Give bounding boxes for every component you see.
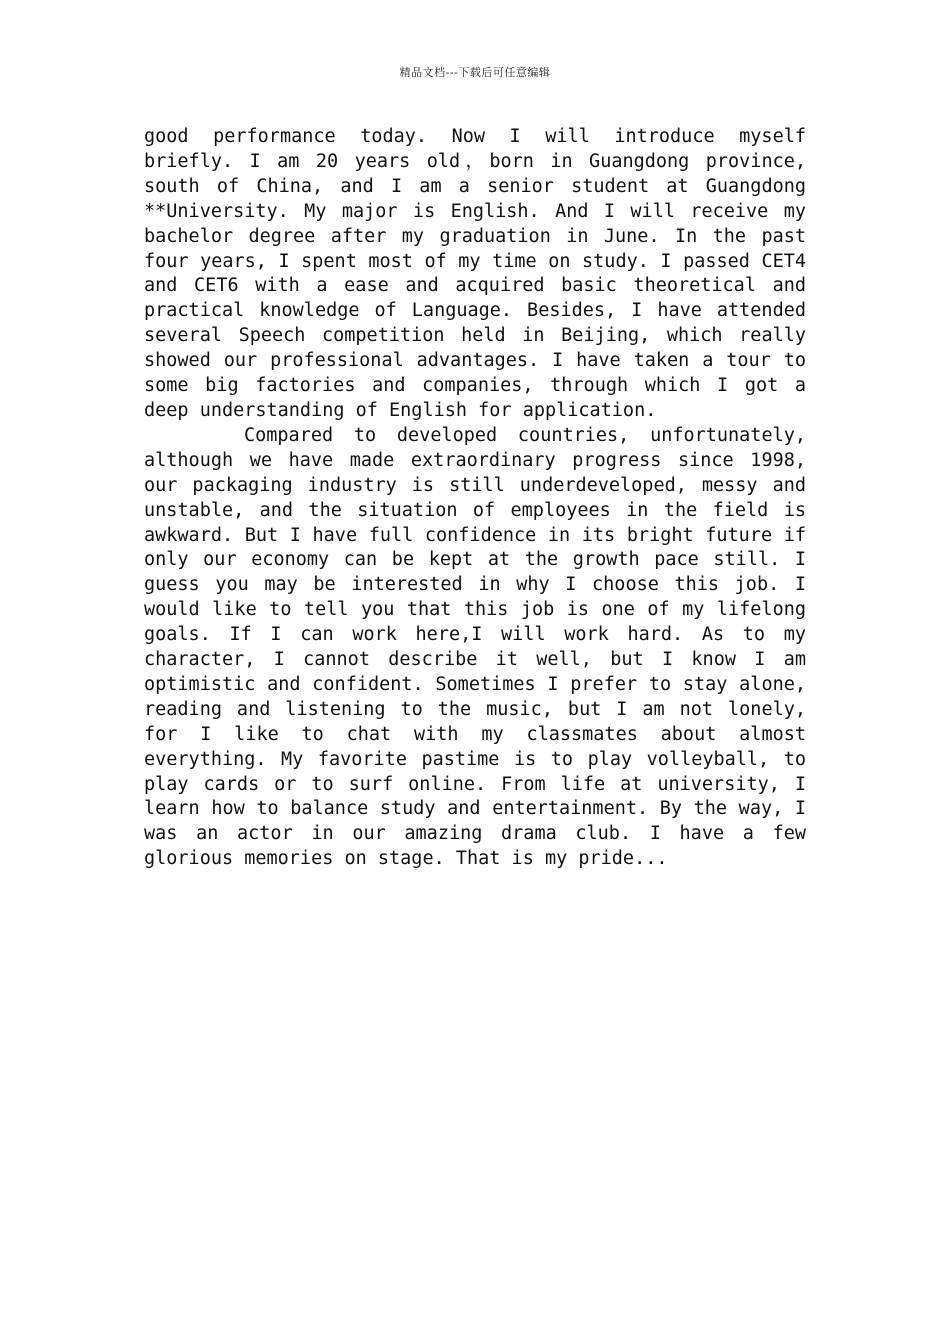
paragraph-industry-and-character: Compared to developed countries, unfortunately, although we have made extraordinary progress since 1998, our packaging industry is still underdeveloped, messy and unstable, and the situation of employees in the field is awkward. But I have full confidence in its bright future if only our economy can be kept at the growth pace still. I guess you may be interested in why I choose this job. I would like to tell you that this job is one of my lifelong goals. If I can work here,I will work hard. As to my character, I cannot describe it well, but I know I am optimistic and confident. Sometimes I prefer to stay alone, reading and listening to the music, but I am not lonely, for I like to chat with my classmates about almost everything. My favorite pastime is to play volleyball, to play cards or to surf online. From life at university, I learn how to balance study and entertainment. By the way, I was an actor in our amazing drama club. I have a few glorious memories on stage. That is my pride... [144, 424, 806, 870]
document-body [144, 125, 806, 872]
paragraph-introduction: good performance today. Now I will introduce myself briefly. I am 20 years old，born in Guangdong province, south of China, and I am a senior student at Guangdong **University. My major is English. And I will receive my bachelor degree after my graduation in June. In the past four years, I spent most of my time on study. I passed CET4 and CET6 with a ease and acquired basic theoretical and practical knowledge of Language. Besides, I have attended several Speech competition held in Beijing, which really showed our professional advantages. I have taken a tour to some big factories and companies, through which I got a deep understanding of English for application. [144, 126, 806, 421]
page-header: 精品文档---下载后可任意编辑 [399, 66, 551, 79]
